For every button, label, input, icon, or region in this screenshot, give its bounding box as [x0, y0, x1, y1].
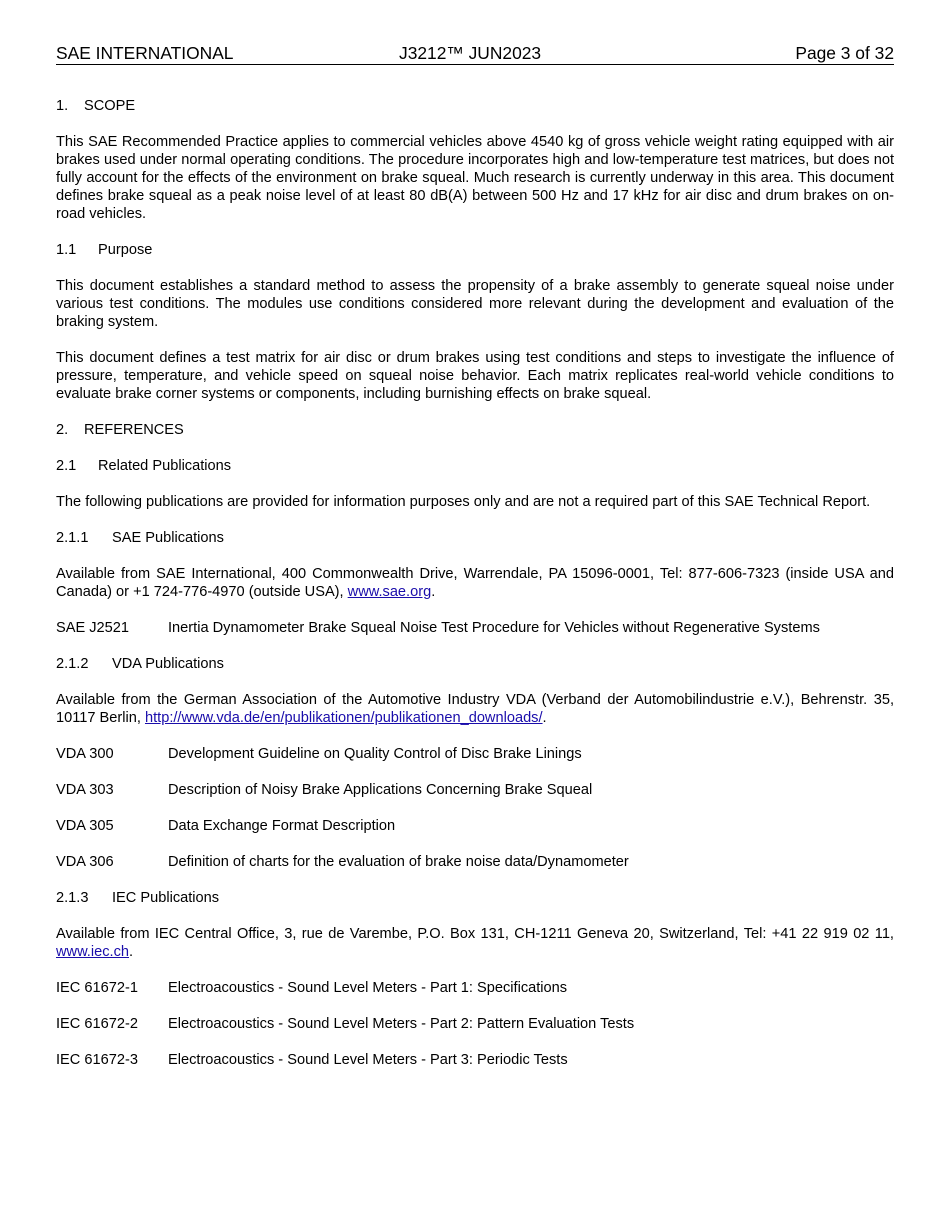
reference-code: VDA 303: [56, 782, 114, 798]
reference-code: SAE J2521: [56, 620, 130, 636]
section-heading-related-publications: [56, 457, 894, 475]
reference-entry: [56, 781, 894, 799]
section-heading-references: [56, 421, 894, 439]
sae-availability-end: .: [431, 584, 436, 600]
header-org: SAE INTERNATIONAL: [56, 43, 234, 63]
section-title: SAE Publications: [112, 530, 224, 546]
reference-title: Inertia Dynamometer Brake Squeal Noise Test Procedure for Vehicles without Regenerative Systems: [168, 620, 820, 636]
reference-title: Electroacoustics - Sound Level Meters - Part 3: Periodic Tests: [168, 1052, 568, 1068]
sae-availability-paragraph: [56, 565, 894, 601]
iec-availability-paragraph: [56, 925, 894, 961]
section-number: 1.: [56, 98, 69, 114]
reference-entry: [56, 745, 894, 763]
section-title: SCOPE: [84, 98, 136, 114]
sae-website-link[interactable]: www.sae.org: [347, 584, 432, 600]
iec-availability-text: Available from IEC Central Office, 3, rue de Varembe, P.O. Box 131, CH-1211 Geneva 20, Switzerland, Tel: +41 22 919 02 11,: [56, 926, 894, 942]
vda-website-link[interactable]: http://www.vda.de/en/publikationen/publikationen_downloads/: [144, 710, 543, 726]
section-heading-vda-publications: [56, 655, 894, 673]
purpose-paragraph-1: This document establishes a standard method to assess the propensity of a brake assembly to generate squeal noise under various test conditions. The modules use conditions considered more relevant during the development and evaluation of the braking system.: [56, 278, 894, 330]
section-title: VDA Publications: [112, 656, 224, 672]
header-doc-id: J3212™ JUN2023: [399, 43, 542, 63]
section-heading-scope: [56, 97, 894, 115]
section-title: REFERENCES: [84, 422, 184, 438]
reference-entry: [56, 1051, 894, 1069]
reference-entry: [56, 979, 894, 997]
section-number: 2.1.3: [56, 890, 89, 906]
section-number: 2.: [56, 422, 69, 438]
purpose-paragraph-2: This document defines a test matrix for air disc or drum brakes using test conditions and steps to investigate the influence of pressure, temperature, and vehicle speed on squeal noise behavior. Each matrix replicates real-world vehicle conditions to evaluate brake corner systems or components, including burnishing effects on brake squeal.: [56, 350, 894, 402]
reference-code: IEC 61672-2: [56, 1016, 138, 1032]
section-heading-iec-publications: [56, 889, 894, 907]
iec-availability-end: .: [129, 944, 134, 960]
reference-title: Development Guideline on Quality Control of Disc Brake Linings: [168, 746, 582, 762]
reference-entry: [56, 817, 894, 835]
vda-availability-paragraph: [56, 691, 894, 727]
page-content: [56, 97, 894, 1069]
reference-code: VDA 300: [56, 746, 114, 762]
iec-website-link[interactable]: www.iec.ch: [56, 944, 129, 960]
section-number: 2.1.1: [56, 530, 89, 546]
section-title: IEC Publications: [112, 890, 220, 906]
sae-availability-text: Available from SAE International, 400 Commonwealth Drive, Warrendale, PA 15096-0001, Tel: 877-606-7323 (inside USA and Canada) or +1 724-776-4970 (outside USA),: [56, 566, 894, 600]
reference-title: Electroacoustics - Sound Level Meters - Part 1: Specifications: [168, 980, 568, 996]
section-number: 2.1: [56, 458, 77, 474]
reference-code: VDA 306: [56, 854, 114, 870]
reference-title: Description of Noisy Brake Applications Concerning Brake Squeal: [168, 782, 593, 798]
document-page: [56, 42, 894, 1087]
scope-paragraph: This SAE Recommended Practice applies to commercial vehicles above 4540 kg of gross vehicle weight rating equipped with air brakes used under normal operating conditions. The procedure incorporates high and low-temperature test matrices, but does not fully account for the effects of the environment on brake squeal. Much research is currently underway in this area. This document defines brake squeal as a peak noise level of at least 80 dB(A) between 500 Hz and 17 kHz for air disc and drum brakes on on-road vehicles.: [56, 134, 894, 222]
reference-entry: [56, 1015, 894, 1033]
reference-title: Definition of charts for the evaluation of brake noise data/Dynamometer: [168, 854, 629, 870]
section-number: 2.1.2: [56, 656, 89, 672]
section-title: Related Publications: [98, 458, 232, 474]
section-number: 1.1: [56, 242, 77, 258]
vda-availability-text: Available from the German Association of the Automotive Industry VDA (Verband der Automobilindustrie e.V.), Behrenstr. 35, 10117 Berlin,: [56, 692, 894, 726]
reference-entry: [56, 619, 894, 637]
reference-code: IEC 61672-3: [56, 1052, 138, 1068]
header-page-number: Page 3 of 32: [795, 43, 894, 63]
related-publications-paragraph: The following publications are provided for information purposes only and are not a required part of this SAE Technical Report.: [56, 494, 871, 510]
section-heading-purpose: [56, 241, 894, 259]
reference-title: Data Exchange Format Description: [168, 818, 396, 834]
vda-availability-end: .: [542, 710, 547, 726]
page-header: [56, 42, 894, 65]
reference-code: VDA 305: [56, 818, 114, 834]
reference-title: Electroacoustics - Sound Level Meters - Part 2: Pattern Evaluation Tests: [168, 1016, 635, 1032]
section-heading-sae-publications: [56, 529, 894, 547]
section-title: Purpose: [98, 242, 153, 258]
reference-code: IEC 61672-1: [56, 980, 138, 996]
reference-entry: [56, 853, 894, 871]
